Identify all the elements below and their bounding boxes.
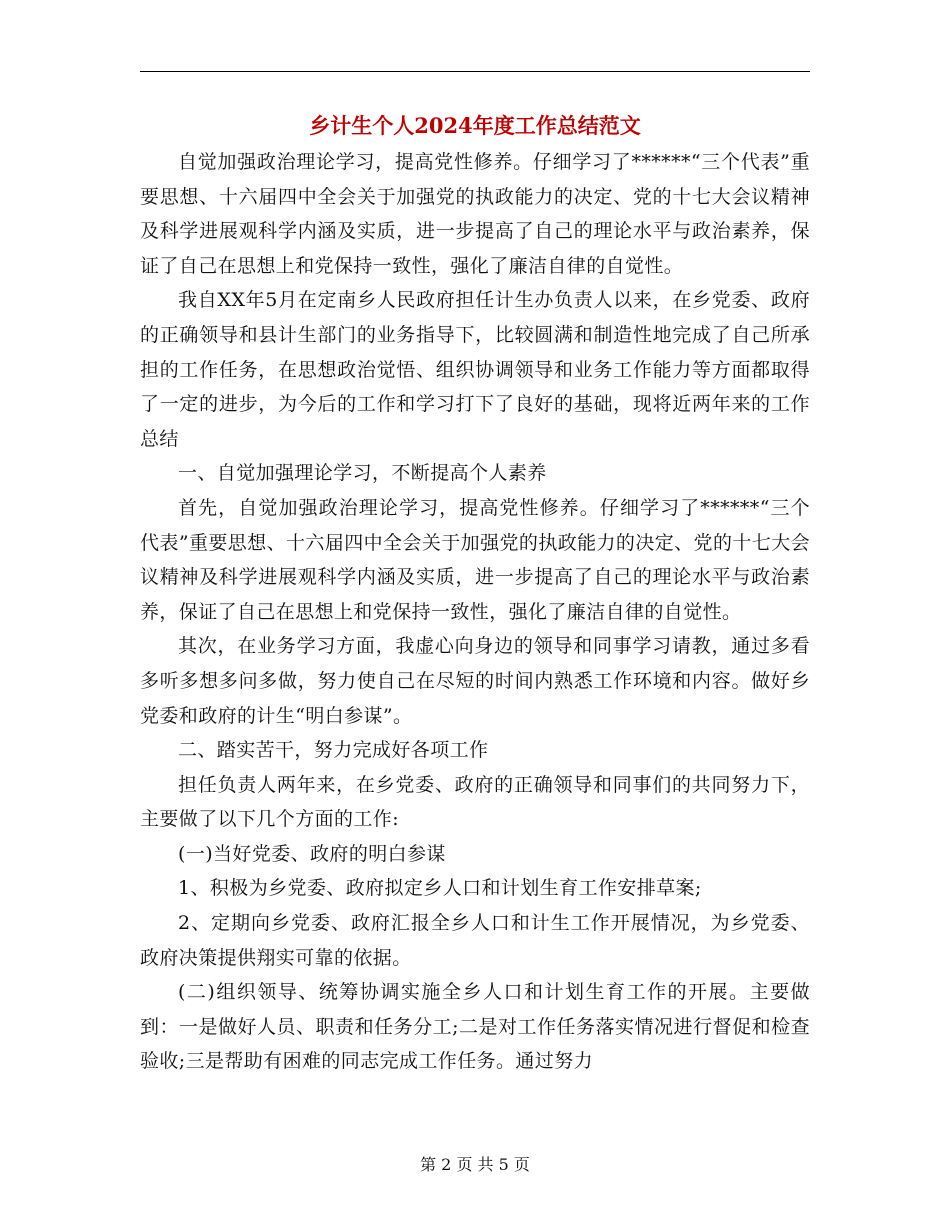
header-rule xyxy=(140,71,810,72)
paragraph: 我自XX年5月在定南乡人民政府担任计生办负责人以来，在乡党委、政府的正确领导和县计生部门的业务指导下，比较圆满和制造性地完成了自己所承担的工作任务，在思想政治觉悟、组织协调领导和业务工作能力等方面都取得了一定的进步，为今后的工作和学习打下了良好的基础，现将近两年来的工作总结 xyxy=(140,289,810,450)
list-item: 1、积极为乡党委、政府拟定乡人口和计划生育工作安排草案; xyxy=(178,877,702,900)
section-heading: 二、踏实苦干，努力完成好各项工作 xyxy=(178,739,489,762)
subsection-heading: (一)当好党委、政府的明白参谋 xyxy=(178,842,446,865)
document-title: 乡计生个人2024年度工作总结范文 xyxy=(309,113,641,138)
paragraph: 其次，在业务学习方面，我虚心向身边的领导和同事学习请教，通过多看多听多想多问多做，努力使自己在尽短的时间内熟悉工作环境和内容。做好乡党委和政府的计生“明白参谋”。 xyxy=(140,635,810,727)
paragraph: (二)组织领导、统筹协调实施全乡人口和计划生育工作的开展。主要做到：一是做好人员、职责和任务分工;二是对工作任务落实情况进行督促和检查验收;三是帮助有困难的同志完成工作任务。通过努力 xyxy=(140,981,810,1073)
document-body xyxy=(140,145,810,1079)
page-footer: 第 2 页 共 5 页 xyxy=(420,1155,530,1174)
paragraph: 担任负责人两年来，在乡党委、政府的正确领导和同事们的共同努力下，主要做了以下几个方面的工作: xyxy=(140,773,810,831)
paragraph: 自觉加强政治理论学习，提高党性修养。仔细学习了******“三个代表”重要思想、十六届四中全会关于加强党的执政能力的决定、党的十七大会议精神及科学进展观科学内涵及实质，进一步提高了自己的理论水平与政治素养，保证了自己在思想上和党保持一致性，强化了廉洁自律的自觉性。 xyxy=(140,151,810,277)
list-item: 2、定期向乡党委、政府汇报全乡人口和计生工作开展情况，为乡党委、政府决策提供翔实可靠的依据。 xyxy=(140,912,810,969)
section-heading: 一、自觉加强理论学习，不断提高个人素养 xyxy=(178,462,547,485)
paragraph: 首先，自觉加强政治理论学习，提高党性修养。仔细学习了******“三个代表”重要思想、十六届四中全会关于加强党的执政能力的决定、党的十七大会议精神及科学进展观科学内涵及实质，进一步提高了自己的理论水平与政治素养，保证了自己在思想上和党保持一致性，强化了廉洁自律的自觉性。 xyxy=(140,496,810,623)
